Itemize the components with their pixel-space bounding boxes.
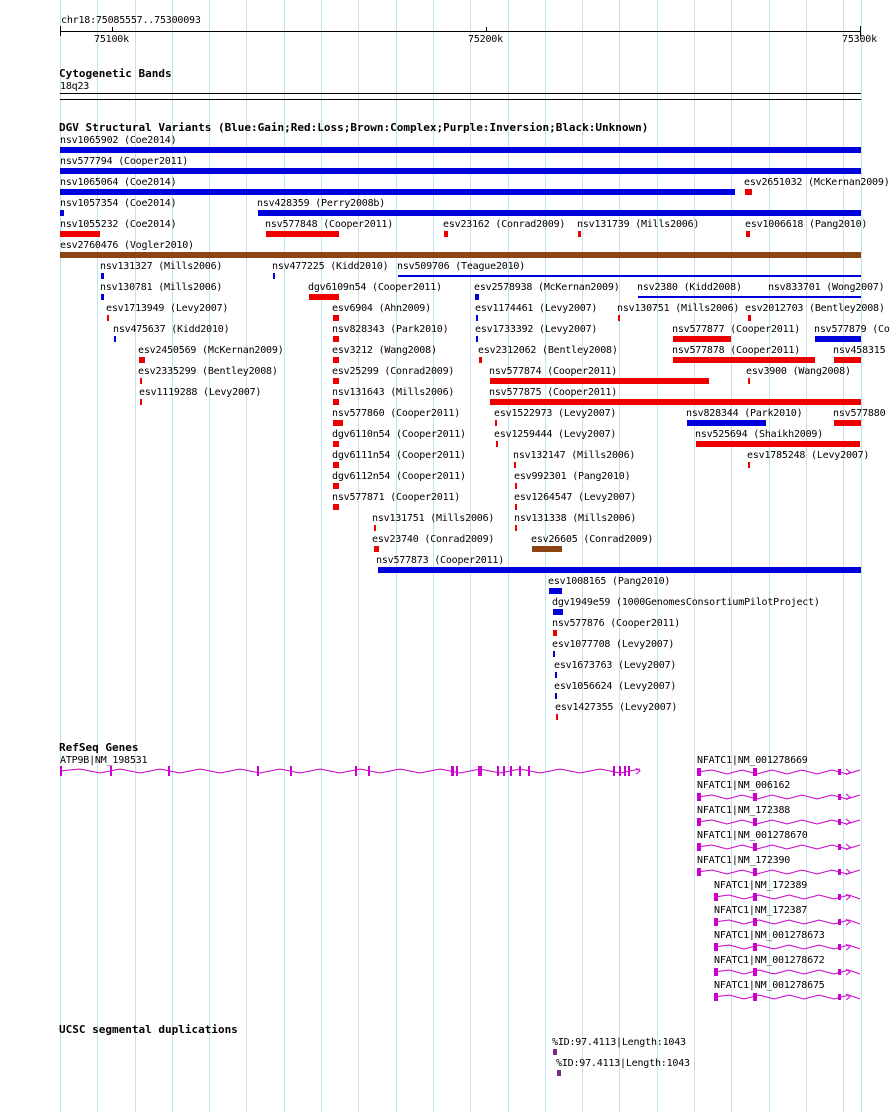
- exon: [368, 766, 370, 776]
- variant-label-nsv577879: nsv577879 (Co: [814, 324, 890, 335]
- exon: [697, 768, 701, 776]
- variant-label-nsv477225: nsv477225 (Kidd2010): [272, 261, 389, 272]
- exon: [624, 766, 626, 776]
- exon: [838, 944, 841, 950]
- exon: [613, 766, 615, 776]
- intron-line: [697, 870, 860, 874]
- variant-label-esv2312062: esv2312062 (Bentley2008): [478, 345, 618, 356]
- variant-label-esv23740: esv23740 (Conrad2009): [372, 534, 495, 545]
- exon: [753, 793, 757, 801]
- gene-label[interactable]: NFATC1|NM_172388: [697, 805, 791, 816]
- variant-label-nsv475637: nsv475637 (Kidd2010): [113, 324, 230, 335]
- variant-label-nsv577848: nsv577848 (Cooper2011): [265, 219, 394, 230]
- variant-label-nsv131327: nsv131327 (Mills2006): [100, 261, 223, 272]
- variant-label-esv1673763: esv1673763 (Levy2007): [554, 660, 677, 671]
- variant-label-nsv577875: nsv577875 (Cooper2011): [489, 387, 618, 398]
- variant-label-nsv131643: nsv131643 (Mills2006): [332, 387, 455, 398]
- exon: [753, 968, 757, 976]
- strand-arrow: [846, 819, 850, 825]
- variant-label-nsv833701: nsv833701 (Wong2007): [768, 282, 885, 293]
- variant-label-esv2651032: esv2651032 (McKernan2009): [744, 177, 890, 188]
- variant-label-nsv132147: nsv132147 (Mills2006): [513, 450, 636, 461]
- gene-label[interactable]: NFATC1|NM_001278675: [714, 980, 825, 991]
- variant-label-esv1174461: esv1174461 (Levy2007): [475, 303, 598, 314]
- variant-label-nsv1065902: nsv1065902 (Coe2014): [60, 135, 177, 146]
- exon: [753, 893, 757, 901]
- variant-label-nsv525694: nsv525694 (Shaikh2009): [695, 429, 824, 440]
- variant-label-esv1733392: esv1733392 (Levy2007): [475, 324, 598, 335]
- variant-label-esv6904: esv6904 (Ahn2009): [332, 303, 431, 314]
- exon: [355, 766, 357, 776]
- exon: [497, 766, 499, 776]
- ruler-range: chr18:75085557..75300093: [61, 15, 201, 26]
- exon: [838, 994, 841, 1000]
- variant-label-esv1008165: esv1008165 (Pang2010): [548, 576, 671, 587]
- variant-label-nsv577877: nsv577877 (Cooper2011): [672, 324, 801, 335]
- dgv-track-title[interactable]: DGV Structural Variants (Blue:Gain;Red:Loss;Brown:Complex;Purple:Inversion;Black:Unknown): [59, 121, 649, 134]
- variant-label-esv992301: esv992301 (Pang2010): [514, 471, 631, 482]
- exon: [619, 766, 621, 776]
- variant-label-esv23162: esv23162 (Conrad2009): [443, 219, 566, 230]
- cytoband-label: 18q23: [60, 81, 90, 92]
- exon: [110, 766, 112, 776]
- strand-arrow: [846, 769, 850, 775]
- exon: [697, 868, 701, 876]
- exon: [714, 943, 718, 951]
- variant-label-dgv1949e59: dgv1949e59 (1000GenomesConsortiumPilotProject): [552, 597, 820, 608]
- variant-label-esv1264547: esv1264547 (Levy2007): [514, 492, 637, 503]
- refseq-track-title[interactable]: RefSeq Genes: [59, 741, 139, 754]
- variant-label-dgv6111n54: dgv6111n54 (Cooper2011): [332, 450, 466, 461]
- ruler-tick-label: 75100k: [94, 34, 129, 45]
- segdup-label: %ID:97.4113|Length:1043: [556, 1058, 690, 1069]
- variant-label-nsv458315: nsv458315: [833, 345, 886, 356]
- exon: [714, 893, 718, 901]
- exon: [838, 969, 841, 975]
- intron-line: [697, 845, 860, 849]
- exon: [753, 943, 757, 951]
- ruler-tick-label: 75300k: [842, 34, 877, 45]
- ruler-tick-label: 75200k: [468, 34, 503, 45]
- exon: [714, 968, 718, 976]
- variant-label-nsv428359: nsv428359 (Perry2008b): [257, 198, 386, 209]
- variant-label-esv1259444: esv1259444 (Levy2007): [494, 429, 617, 440]
- variant-label-esv1522973: esv1522973 (Levy2007): [494, 408, 617, 419]
- exon: [290, 766, 292, 776]
- variant-label-nsv2380: nsv2380 (Kidd2008): [637, 282, 742, 293]
- variant-label-esv1785248: esv1785248 (Levy2007): [747, 450, 870, 461]
- gene-label[interactable]: NFATC1|NM_001278673: [714, 930, 825, 941]
- gene-label[interactable]: NFATC1|NM_172387: [714, 905, 808, 916]
- variant-label-nsv577794: nsv577794 (Cooper2011): [60, 156, 189, 167]
- exon: [60, 766, 62, 776]
- exon: [838, 819, 841, 825]
- variant-label-esv2450569: esv2450569 (McKernan2009): [138, 345, 284, 356]
- variant-label-nsv131739: nsv131739 (Mills2006): [577, 219, 700, 230]
- strand-arrow: [846, 844, 850, 850]
- exon: [528, 766, 530, 776]
- variant-label-nsv828344: nsv828344 (Park2010): [686, 408, 803, 419]
- exon: [503, 766, 505, 776]
- variant-label-esv1077708: esv1077708 (Levy2007): [552, 639, 675, 650]
- variant-label-nsv577880: nsv577880: [833, 408, 886, 419]
- variant-label-esv26605: esv26605 (Conrad2009): [531, 534, 654, 545]
- variant-label-esv1713949: esv1713949 (Levy2007): [106, 303, 229, 314]
- variant-label-esv2012703: esv2012703 (Bentley2008): [745, 303, 885, 314]
- segdup-bar[interactable]: [557, 1070, 561, 1076]
- variant-label-nsv1055232: nsv1055232 (Coe2014): [60, 219, 177, 230]
- gene-label[interactable]: ATP9B|NM_198531: [60, 755, 148, 766]
- variant-label-esv1119288: esv1119288 (Levy2007): [139, 387, 262, 398]
- variant-label-esv2578938: esv2578938 (McKernan2009): [474, 282, 620, 293]
- strand-arrow: [846, 869, 850, 875]
- intron-line: [697, 820, 860, 824]
- gene-label[interactable]: NFATC1|NM_172390: [697, 855, 791, 866]
- variant-label-nsv131338: nsv131338 (Mills2006): [514, 513, 637, 524]
- exon: [451, 766, 454, 776]
- gene-label[interactable]: NFATC1|NM_172389: [714, 880, 808, 891]
- exon: [697, 818, 701, 826]
- segdup-label: %ID:97.4113|Length:1043: [552, 1037, 686, 1048]
- exon: [714, 918, 718, 926]
- variant-label-nsv577871: nsv577871 (Cooper2011): [332, 492, 461, 503]
- variant-label-nsv509706: nsv509706 (Teague2010): [397, 261, 526, 272]
- exon: [714, 993, 718, 1001]
- variant-label-nsv131751: nsv131751 (Mills2006): [372, 513, 495, 524]
- exon: [838, 769, 841, 775]
- variant-label-esv3212: esv3212 (Wang2008): [332, 345, 437, 356]
- variant-label-esv1056624: esv1056624 (Levy2007): [554, 681, 677, 692]
- variant-label-nsv130781: nsv130781 (Mills2006): [100, 282, 223, 293]
- variant-label-nsv577873: nsv577873 (Cooper2011): [376, 555, 505, 566]
- exon: [838, 794, 841, 800]
- exon: [519, 766, 521, 776]
- exon: [753, 843, 757, 851]
- variant-label-esv2335299: esv2335299 (Bentley2008): [138, 366, 278, 377]
- variant-label-nsv577876: nsv577876 (Cooper2011): [552, 618, 681, 629]
- exon: [753, 868, 757, 876]
- variant-label-esv1427355: esv1427355 (Levy2007): [555, 702, 678, 713]
- exon: [753, 768, 757, 776]
- exon: [456, 766, 458, 776]
- exon: [753, 918, 757, 926]
- variant-label-nsv130751: nsv130751 (Mills2006): [617, 303, 740, 314]
- intron-line: [697, 770, 860, 774]
- gene-label[interactable]: NFATC1|NM_001278669: [697, 755, 808, 766]
- exon: [753, 993, 757, 1001]
- variant-label-dgv6110n54: dgv6110n54 (Cooper2011): [332, 429, 466, 440]
- variant-label-nsv577878: nsv577878 (Cooper2011): [672, 345, 801, 356]
- variant-label-nsv577860: nsv577860 (Cooper2011): [332, 408, 461, 419]
- exon: [838, 894, 841, 900]
- exon: [838, 919, 841, 925]
- segdup-track-title[interactable]: UCSC segmental duplications: [59, 1023, 238, 1036]
- variant-label-esv1006618: esv1006618 (Pang2010): [745, 219, 868, 230]
- exon: [697, 843, 701, 851]
- exon: [628, 766, 630, 776]
- variant-label-esv3900: esv3900 (Wang2008): [746, 366, 851, 377]
- intron-line: [60, 769, 640, 773]
- exon: [168, 766, 170, 776]
- variant-label-nsv1057354: nsv1057354 (Coe2014): [60, 198, 177, 209]
- exon: [478, 766, 482, 776]
- variant-label-esv2760476: esv2760476 (Vogler2010): [60, 240, 194, 251]
- exon: [510, 766, 512, 776]
- exon: [257, 766, 259, 776]
- variant-label-dgv6112n54: dgv6112n54 (Cooper2011): [332, 471, 466, 482]
- exon: [697, 793, 701, 801]
- exon: [838, 844, 841, 850]
- variant-label-esv25299: esv25299 (Conrad2009): [332, 366, 455, 377]
- exon: [753, 818, 757, 826]
- strand-arrow: [846, 794, 850, 800]
- gene-label[interactable]: NFATC1|NM_001278672: [714, 955, 825, 966]
- cytoband-track-title[interactable]: Cytogenetic Bands: [59, 67, 172, 80]
- exon: [838, 869, 841, 875]
- variant-label-nsv577874: nsv577874 (Cooper2011): [489, 366, 618, 377]
- segdup-bar[interactable]: [553, 1049, 557, 1055]
- gene-label[interactable]: NFATC1|NM_001278670: [697, 830, 808, 841]
- variant-label-nsv1065064: nsv1065064 (Coe2014): [60, 177, 177, 188]
- intron-line: [697, 795, 860, 799]
- gene-label[interactable]: NFATC1|NM_006162: [697, 780, 791, 791]
- variant-label-dgv6109n54: dgv6109n54 (Cooper2011): [308, 282, 442, 293]
- variant-label-nsv828343: nsv828343 (Park2010): [332, 324, 449, 335]
